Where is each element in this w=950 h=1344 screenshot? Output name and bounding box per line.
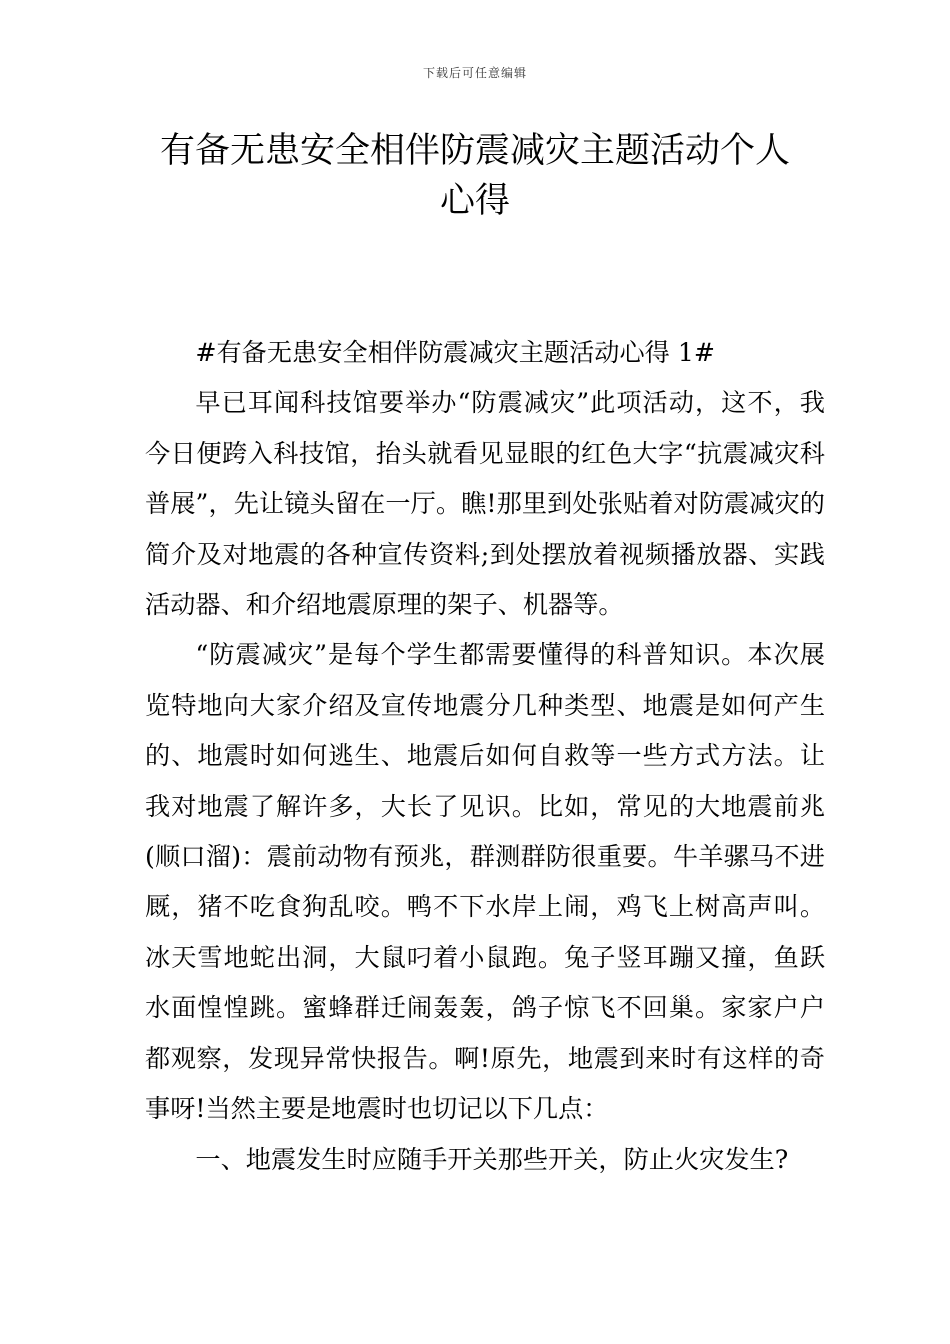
paragraph-3: 一、地震发生时应随手开关那些开关，防止火灾发生? (195, 1144, 789, 1174)
document-title (0, 126, 950, 226)
title-line-1: 有备无患安全相伴防震减灾主题活动个人 (159, 131, 790, 171)
section-heading: #有备无患安全相伴防震减灾主题活动心得 1# (195, 338, 716, 367)
document-body (145, 328, 825, 1185)
paragraph-1: 早已耳闻科技馆要举办“防震减灾”此项活动，这不，我今日便跨入科技馆，抬头就看见显眼的红色大字“抗震减灾科普展”，先让镜头留在一厅。瞧!那里到处张贴着对防震减灾的简介及对地震的各种宣传资料;到处摆放着视频播放器、实践活动器、和介绍地震原理的架子、机器等。 (145, 388, 825, 620)
title-line-2: 心得 (439, 181, 510, 221)
header-note: 下载后可任意编辑 (422, 66, 527, 80)
paragraph-2: “防震减灾”是每个学生都需要懂得的科普知识。本次展览特地向大家介绍及宣传地震分几种类型、地震是如何产生的、地震时如何逃生、地震后如何自救等一些方式方法。让我对地震了解许多，大长了见识。比如，常见的大地震前兆(顺口溜)：震前动物有预兆，群测群防很重要。牛羊骡马不进厩，猪不吃食狗乱咬。鸭不下水岸上闹，鸡飞上树高声叫。冰天雪地蛇出洞，大鼠叼着小鼠跑。兔子竖耳蹦又撞，鱼跃水面惶惶跳。蜜蜂群迁闹轰轰，鸽子惊飞不回巢。家家户户都观察，发现异常快报告。啊!原先，地震到来时有这样的奇事呀!当然主要是地震时也切记以下几点： (145, 640, 825, 1124)
